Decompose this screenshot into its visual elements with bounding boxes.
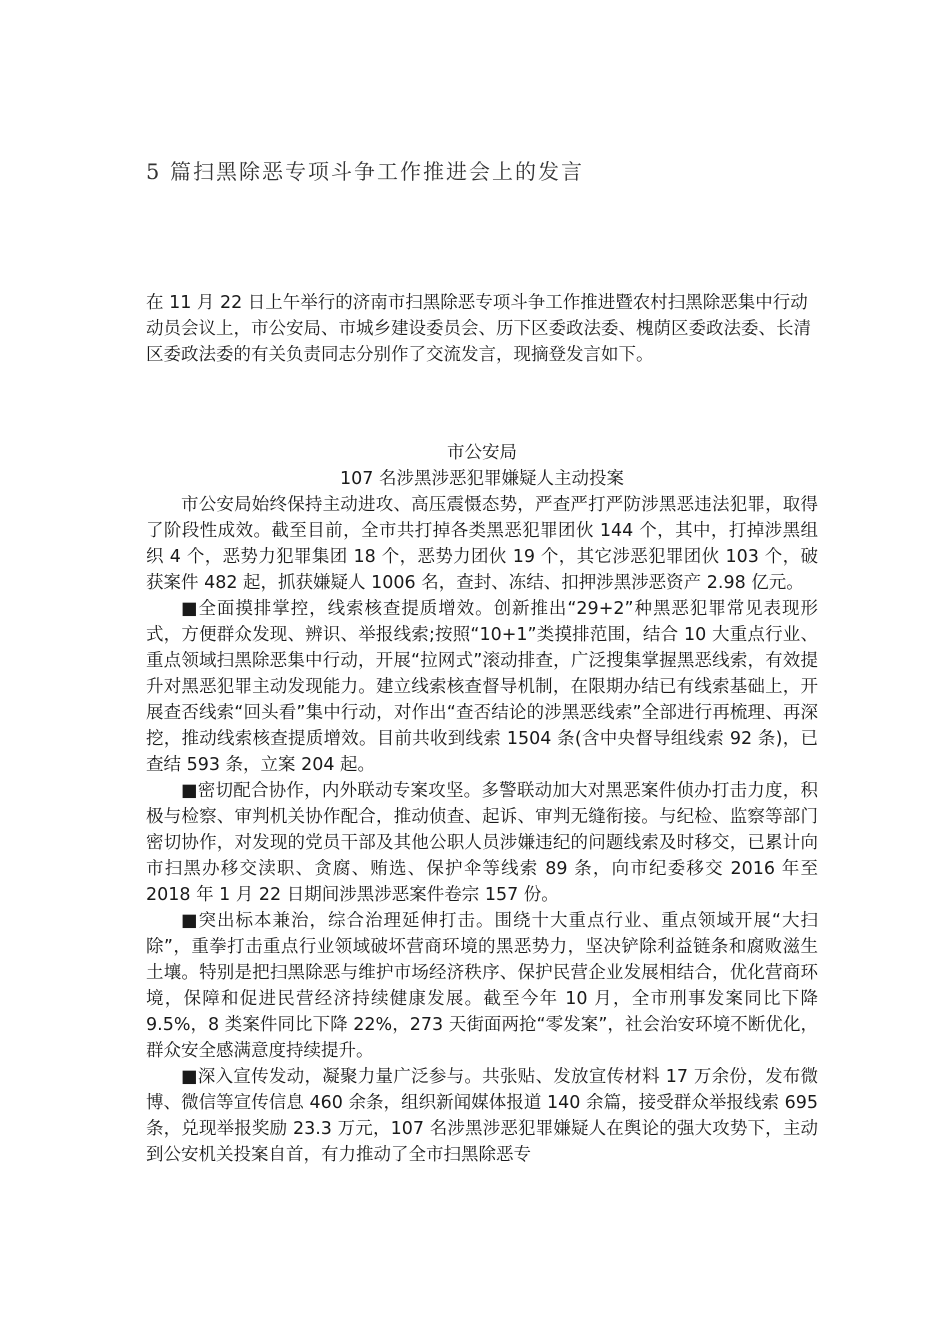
body-paragraph-clue-check: ■全面摸排掌控，线索核查提质增效。创新推出“29+2”种黑恶犯罪常见表现形式，方便群众发现、辨识、举报线索;按照“10+1”类摸排范围，结合 10 大重点行业、重点领域扫黑除恶集中行动，开展“拉网式”滚动排查，广泛搜集掌握黑恶线索，有效提升对黑恶犯罪主动发现能力。建立线索核查督导机制，在限期办结已有线索基础上，开展查否线索“回头看”集中行动，对作出“查否结论的涉黑恶线索”全部进行再梳理、再深挖，推动线索核查提质增效。目前共收到线索 1504 条(含中央督导组线索 92 条)，已查结 593 条，立案 204 起。 [146, 599, 818, 775]
intro-paragraph: 在 11 月 22 日上午举行的济南市扫黑除恶专项斗争工作推进暨农村扫黑除恶集中行动动员会议上，市公安局、市城乡建设委员会、历下区委政法委、槐荫区委政法委、长清区委政法委的有关负责同志分别作了交流发言，现摘登发言如下。 [146, 293, 811, 365]
body-paragraph-publicity: ■深入宣传发动，凝聚力量广泛参与。共张贴、发放宣传材料 17 万余份，发布微博、微信等宣传信息 460 余条，组织新闻媒体报道 140 余篇，接受群众举报线索 695 条，兑现举报奖励 23.3 万元，107 名涉黑涉恶犯罪嫌疑人在舆论的强大攻势下，主动到公安机关投案自首，有力推动了全市扫黑除恶专 [146, 1067, 818, 1165]
page-title: 5 篇扫黑除恶专项斗争工作推进会上的发言 [146, 160, 585, 184]
section-headline: 107 名涉黑涉恶犯罪嫌疑人主动投案 [340, 469, 624, 489]
body-paragraph-summary: 市公安局始终保持主动进攻、高压震慑态势，严查严打严防涉黑恶违法犯罪，取得了阶段性成效。截至目前，全市共打掉各类黑恶犯罪团伙 144 个，其中，打掉涉黑组织 4 个，恶势力犯罪集团 18 个，恶势力团伙 19 个，其它涉恶犯罪团伙 103 个，破获案件 482 起，抓获嫌疑人 1006 名，查封、冻结、扣押涉黑涉恶资产 2.98 亿元。 [146, 495, 818, 593]
body-paragraph-governance: ■突出标本兼治，综合治理延伸打击。围绕十大重点行业、重点领域开展“大扫除”，重拳打击重点行业领域破坏营商环境的黑恶势力，坚决铲除利益链条和腐败滋生土壤。特别是把扫黑除恶与维护市场经济秩序、保护民营企业发展相结合，优化营商环境，保障和促进民营经济持续健康发展。截至今年 10 月，全市刑事发案同比下降 9.5%，8 类案件同比下降 22%，273 天街面两抢“零发案”，社会治安环境不断优化，群众安全感满意度持续提升。 [146, 911, 818, 1061]
body-paragraph-cooperation: ■密切配合协作，内外联动专案攻坚。多警联动加大对黑恶案件侦办打击力度，积极与检察、审判机关协作配合，推动侦查、起诉、审判无缝衔接。与纪检、监察等部门密切协作，对发现的党员干部及其他公职人员涉嫌违纪的问题线索及时移交，已累计向市扫黑办移交渎职、贪腐、贿选、保护伞等线索 89 条，向市纪委移交 2016 年至 2018 年 1 月 22 日期间涉黑涉恶案件卷宗 157 份。 [146, 781, 818, 905]
section-org: 市公安局 [447, 443, 517, 463]
speech-section [146, 440, 818, 1168]
